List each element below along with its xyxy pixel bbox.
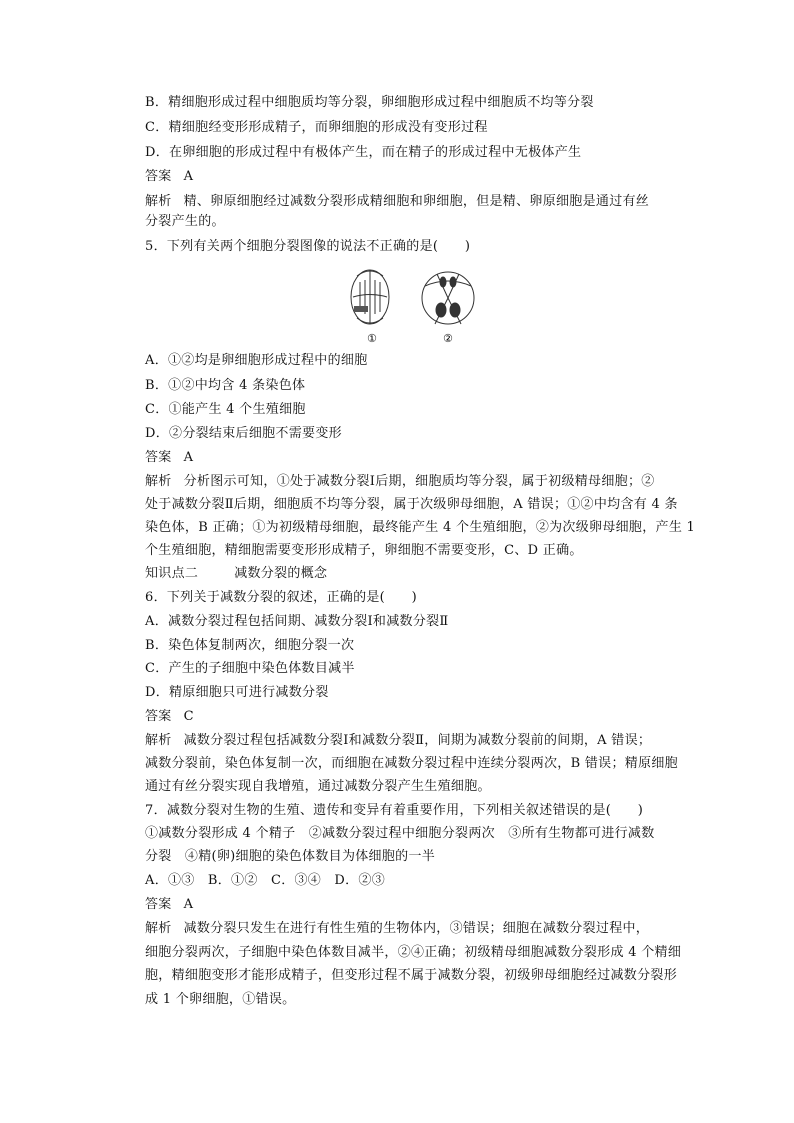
q7-analysis-line-3: 胞，精细胞变形才能形成精子，但变形过程不属于减数分裂，初级卵母细胞经过减数分裂形 — [145, 968, 678, 983]
q5-stem: 5．下列有关两个细胞分裂图像的说法不正确的是( ) — [145, 239, 471, 254]
section-heading — [145, 566, 685, 582]
q7-answer-line — [145, 897, 685, 913]
analysis-text: 减数分裂过程包括减数分裂Ⅰ和减数分裂Ⅱ，间期为减数分裂前的间期，A 错误； — [183, 733, 652, 748]
q6-option-d: D．精原细胞只可进行减数分裂 — [145, 685, 329, 700]
analysis-text: 减数分裂只发生在进行有性生殖的生物体内，③错误；细胞在减数分裂过程中， — [183, 921, 650, 936]
q6-analysis-line-2: 减数分裂前，染色体复制一次，而细胞在减数分裂过程中连续分裂两次，B 错误；精原细胞 — [145, 756, 678, 771]
q7-items-line-2: 分裂 ④精(卵)细胞的染色体数目为体细胞的一半 — [145, 849, 436, 864]
q5-answer-line — [145, 450, 685, 466]
q5-option-d: D．②分裂结束后细胞不需要变形 — [145, 426, 342, 441]
analysis-label: 解析 — [145, 194, 172, 209]
analysis-label: 解析 — [145, 733, 172, 748]
q5-option-a: A．①②均是卵细胞形成过程中的细胞 — [145, 353, 368, 368]
q6-analysis-line-1 — [145, 733, 685, 749]
answer-value: A — [183, 450, 194, 465]
q5-option-c: C．①能产生 4 个生殖细胞 — [145, 402, 306, 417]
q5-analysis-line-3: 染色体，B 正确；①为初级精母细胞，最终能产生 4 个生殖细胞，②为次级卵母细胞，产生 1 — [145, 520, 696, 535]
answer-value: A — [183, 897, 194, 912]
q7-stem: 7．减数分裂对生物的生殖、遗传和变异有着重要作用，下列相关叙述错误的是( ) — [145, 803, 644, 818]
q4-option-b: B．精细胞形成过程中细胞质均等分裂，卵细胞形成过程中细胞质不均等分裂 — [145, 95, 594, 110]
figure-label-1: ① — [367, 332, 377, 345]
q5-analysis-line-2: 处于减数分裂Ⅱ后期，细胞质不均等分裂，属于次级卵母细胞，A 错误；①②中均含有 4 条 — [145, 497, 678, 512]
q6-stem: 6．下列关于减数分裂的叙述，正确的是( ) — [145, 590, 418, 605]
answer-label: 答案 — [145, 169, 172, 184]
q4-option-d: D．在卵细胞的形成过程中有极体产生，而在精子的形成过程中无极体产生 — [145, 145, 582, 160]
analysis-label: 解析 — [145, 921, 172, 936]
answer-label: 答案 — [145, 709, 172, 724]
q7-analysis-line-4: 成 1 个卵细胞，①错误。 — [145, 992, 296, 1007]
q4-analysis-line-2: 分裂产生的。 — [145, 214, 225, 229]
answer-label: 答案 — [145, 450, 172, 465]
q6-option-b: B．染色体复制两次，细胞分裂一次 — [145, 638, 355, 653]
analysis-text: 精、卵原细胞经过减数分裂形成精细胞和卵细胞，但是精、卵原细胞是通过有丝 — [183, 194, 650, 209]
section-title: 减数分裂的概念 — [234, 566, 328, 581]
q7-analysis-line-1 — [145, 921, 685, 937]
q5-analysis-line-1 — [145, 474, 685, 490]
q4-option-c: C．精细胞经变形形成精子，而卵细胞的形成没有变形过程 — [145, 120, 488, 135]
q4-answer-line — [145, 169, 685, 185]
q7-analysis-line-2: 细胞分裂两次，子细胞中染色体数目减半，②④正确；初级精母细胞减数分裂形成 4 个精细 — [145, 945, 682, 960]
answer-value: C — [183, 709, 194, 724]
q5-option-b: B．①②中均含 4 条染色体 — [145, 378, 306, 393]
q6-analysis-line-3: 通过有丝分裂实现自我增殖，通过减数分裂产生生殖细胞。 — [145, 779, 491, 794]
q6-option-c: C．产生的子细胞中染色体数目减半 — [145, 661, 355, 676]
q6-option-a: A．减数分裂过程包括间期、减数分裂Ⅰ和减数分裂Ⅱ — [145, 614, 449, 629]
cell-division-figure — [345, 262, 485, 346]
analysis-label: 解析 — [145, 474, 172, 489]
analysis-text: 分析图示可知，①处于减数分裂Ⅰ后期，细胞质均等分裂，属于初级精母细胞；② — [183, 474, 655, 489]
cell-2-diagram — [422, 272, 474, 324]
q5-analysis-line-4: 个生殖细胞，精细胞需要变形形成精子，卵细胞不需要变形，C、D 正确。 — [145, 543, 583, 558]
answer-label: 答案 — [145, 897, 172, 912]
answer-value: A — [183, 169, 194, 184]
cell-1-diagram — [351, 270, 389, 324]
q4-analysis-line-1 — [145, 194, 685, 210]
figure-label-2: ② — [443, 332, 453, 345]
q7-options: A．①③ B．①② C．③④ D．②③ — [145, 873, 386, 888]
q7-items-line-1: ①减数分裂形成 4 个精子 ②减数分裂过程中细胞分裂两次 ③所有生物都可进行减数 — [145, 826, 655, 841]
section-label: 知识点二 — [145, 566, 199, 581]
q6-answer-line — [145, 709, 685, 725]
